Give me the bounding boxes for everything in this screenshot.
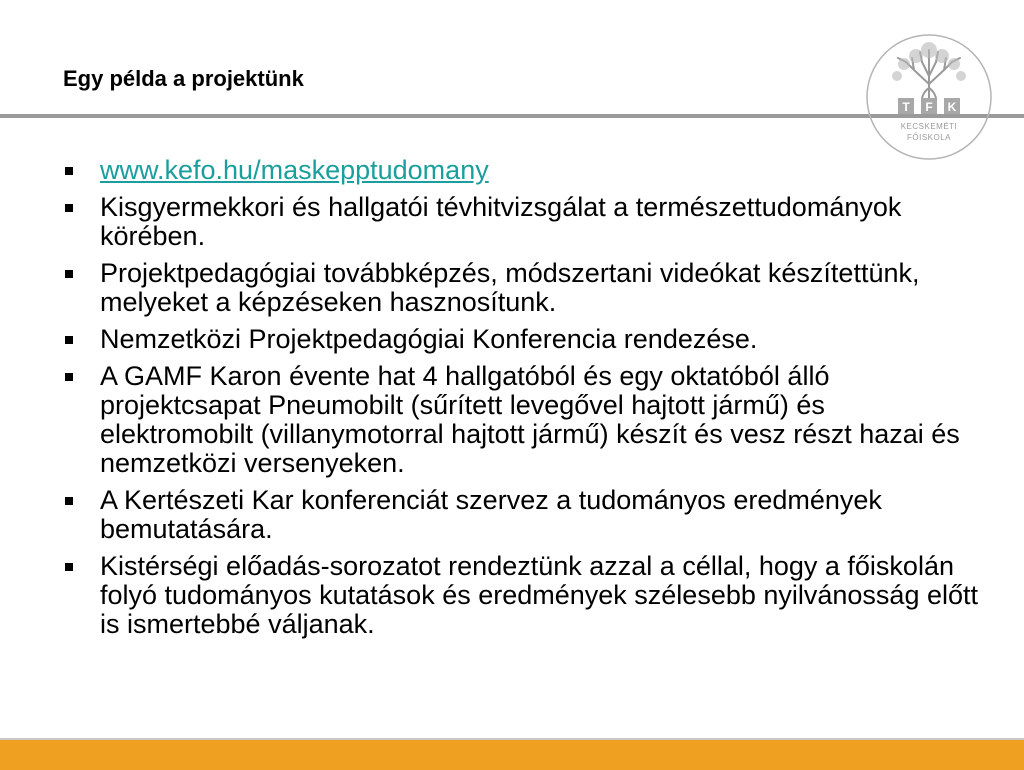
bullet-text: A GAMF Karon évente hat 4 hallgatóból és egy oktatóból álló projektcsapat Pneumobilt (sűrített levegővel hajtott jármű) és elektromobilt (villanymotorral hajtott jármű) készít és vesz részt hazai és nemzetközi versenyeken. xyxy=(100,361,960,478)
bullet-item xyxy=(62,325,982,354)
bullet-text: A Kertészeti Kar konferenciát szervez a tudományos eredmények bemutatására. xyxy=(100,485,882,544)
logo-letter-k: K xyxy=(947,100,957,114)
footer-bar xyxy=(0,738,1024,770)
bullet-text: Projektpedagógiai továbbképzés, módszertani videókat készítettünk, melyeket a képzéseken hasznosítunk. xyxy=(100,258,920,317)
college-logo xyxy=(864,32,994,162)
bullet-marker xyxy=(65,497,73,505)
bullet-text: Nemzetközi Projektpedagógiai Konferencia rendezése. xyxy=(100,324,758,354)
bullet-marker xyxy=(65,373,73,381)
bullet-marker xyxy=(65,563,73,571)
bullet-item xyxy=(62,362,982,478)
bullet-marker xyxy=(65,336,73,344)
bullet-text: Kisgyermekkori és hallgatói tévhitvizsgálat a természettudományok körében. xyxy=(100,192,902,251)
logo-line-2: FŐISKOLA xyxy=(906,133,952,142)
bullet-text: Kistérségi előadás-sorozatot rendeztünk azzal a céllal, hogy a főiskolán folyó tudományos kutatások és eredmények szélesebb nyilvánosság előtt is ismertebbé váljanak. xyxy=(100,551,979,639)
slide-title: Egy példa a projektünk xyxy=(63,66,304,91)
bullet-marker xyxy=(65,270,73,278)
logo-letter-f: F xyxy=(925,100,933,114)
bullet-item xyxy=(62,552,982,639)
bullet-item xyxy=(62,259,982,317)
bullet-marker xyxy=(65,167,73,175)
bullet-item xyxy=(62,486,982,544)
bullet-item xyxy=(62,193,982,251)
bullet-marker xyxy=(65,204,73,212)
bullet-list xyxy=(62,156,982,647)
logo-letter-t: T xyxy=(902,100,910,114)
bullet-item-link xyxy=(62,156,982,185)
website-link[interactable]: www.kefo.hu/maskepptudomany xyxy=(100,155,489,185)
logo-line-1: KECSKEMÉTI xyxy=(900,122,958,131)
